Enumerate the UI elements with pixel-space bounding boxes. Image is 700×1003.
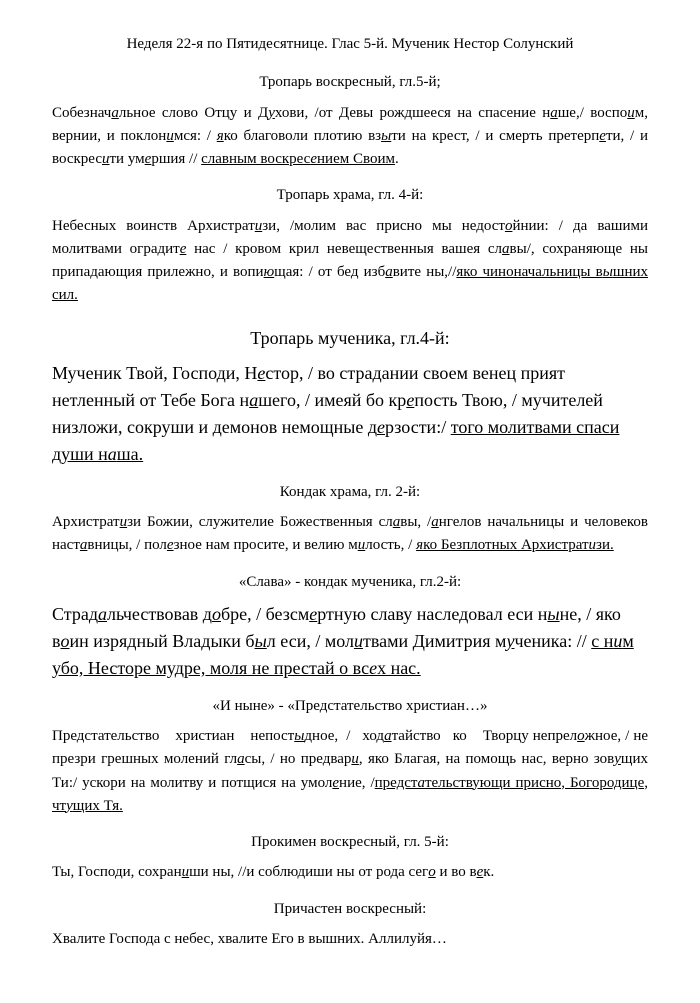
- section-heading-theotokion: «И ныне» - «Предстательство христиан…»: [212, 697, 488, 714]
- section-body-troparion-resurrection: Собезначальное слово Отцу и Духови, /от Девы рождшееся на спасение наше,/ воспоим, вернии, и поклонимся: / яко благоволи плотию взыти на крест, / и смерть претерпети, / и воскресити умершия // славным воскресением Своим.: [52, 104, 648, 167]
- section-heading-communion-verse: Причастен воскресный:: [273, 900, 427, 917]
- section-body-communion-verse: Хвалите Господа с небес, хвалите Его в вышних. Аллилуйя…: [52, 930, 447, 947]
- section-heading-troparion-martyr: Тропарь мученика, гл.4-й:: [250, 327, 450, 348]
- section-body-kontakion-martyr: Страдальчествовав добре, / безсмертную славу наследовал еси ныне, / яко воин изрядный Владыки был еси, / молитвами Димитрия мученика: // с ним убо, Несторе мудре, моля не престай о всех нас.: [52, 603, 634, 678]
- section-body-kontakion-temple: Архистратизи Божии, служителие Божественныя славы, /ангелов начальницы и человеков наставницы, / полезное нам просите, и велию милость, / яко Безплотных Архистратизи.: [52, 514, 649, 554]
- section-heading-kontakion-martyr: «Слава» - кондак мученика, гл.2-й:: [238, 573, 462, 590]
- document-title: Неделя 22-я по Пятидесятнице. Глас 5-й. Мученик Нестор Солунский: [126, 36, 574, 52]
- section-body-troparion-martyr: Мученик Твой, Господи, Нестор, / во страдании своем венец прият нетленный от Тебе Бога нашего, / имеяй бо крепость Твою, / мучителей низложи, сокруши и демонов немощные дерзости:/ того молитвами спаси души наша.: [52, 362, 620, 464]
- section-heading-prokeimenon: Прокимен воскресный, гл. 5-й:: [251, 834, 449, 851]
- section-body-theotokion: Предстательство христиан непостыдное, / ходатайство ко Творцу непреложное, / не презри грешных молений гласы, / но предвари, яко Благая, на помощь нас, верно зовущих Ти:/ ускори на молитву и потщися на умоление, /предстательствующи присно, Богородице, чтущих Тя.: [52, 728, 649, 814]
- section-heading-kontakion-temple: Кондак храма, гл. 2-й:: [279, 483, 421, 500]
- section-heading-troparion-temple: Тропарь храма, гл. 4-й:: [276, 187, 424, 204]
- section-body-prokeimenon: Ты, Господи, сохраниши ны, //и соблюдиши ны от рода сего и во век.: [52, 864, 495, 881]
- section-body-troparion-temple: Небесных воинств Архистратизи, /молим вас присно мы недостойнии: / да вашими молитвами оградите нас / кровом крил невещественныя вашея славы/, сохраняюще ны припадающия прилежно, и вопиющая: / от бед избавите ны,//яко чиноначальницы вышних сил.: [52, 217, 648, 304]
- section-heading-troparion-resurrection: Тропарь воскресный, гл.5-й;: [259, 74, 441, 91]
